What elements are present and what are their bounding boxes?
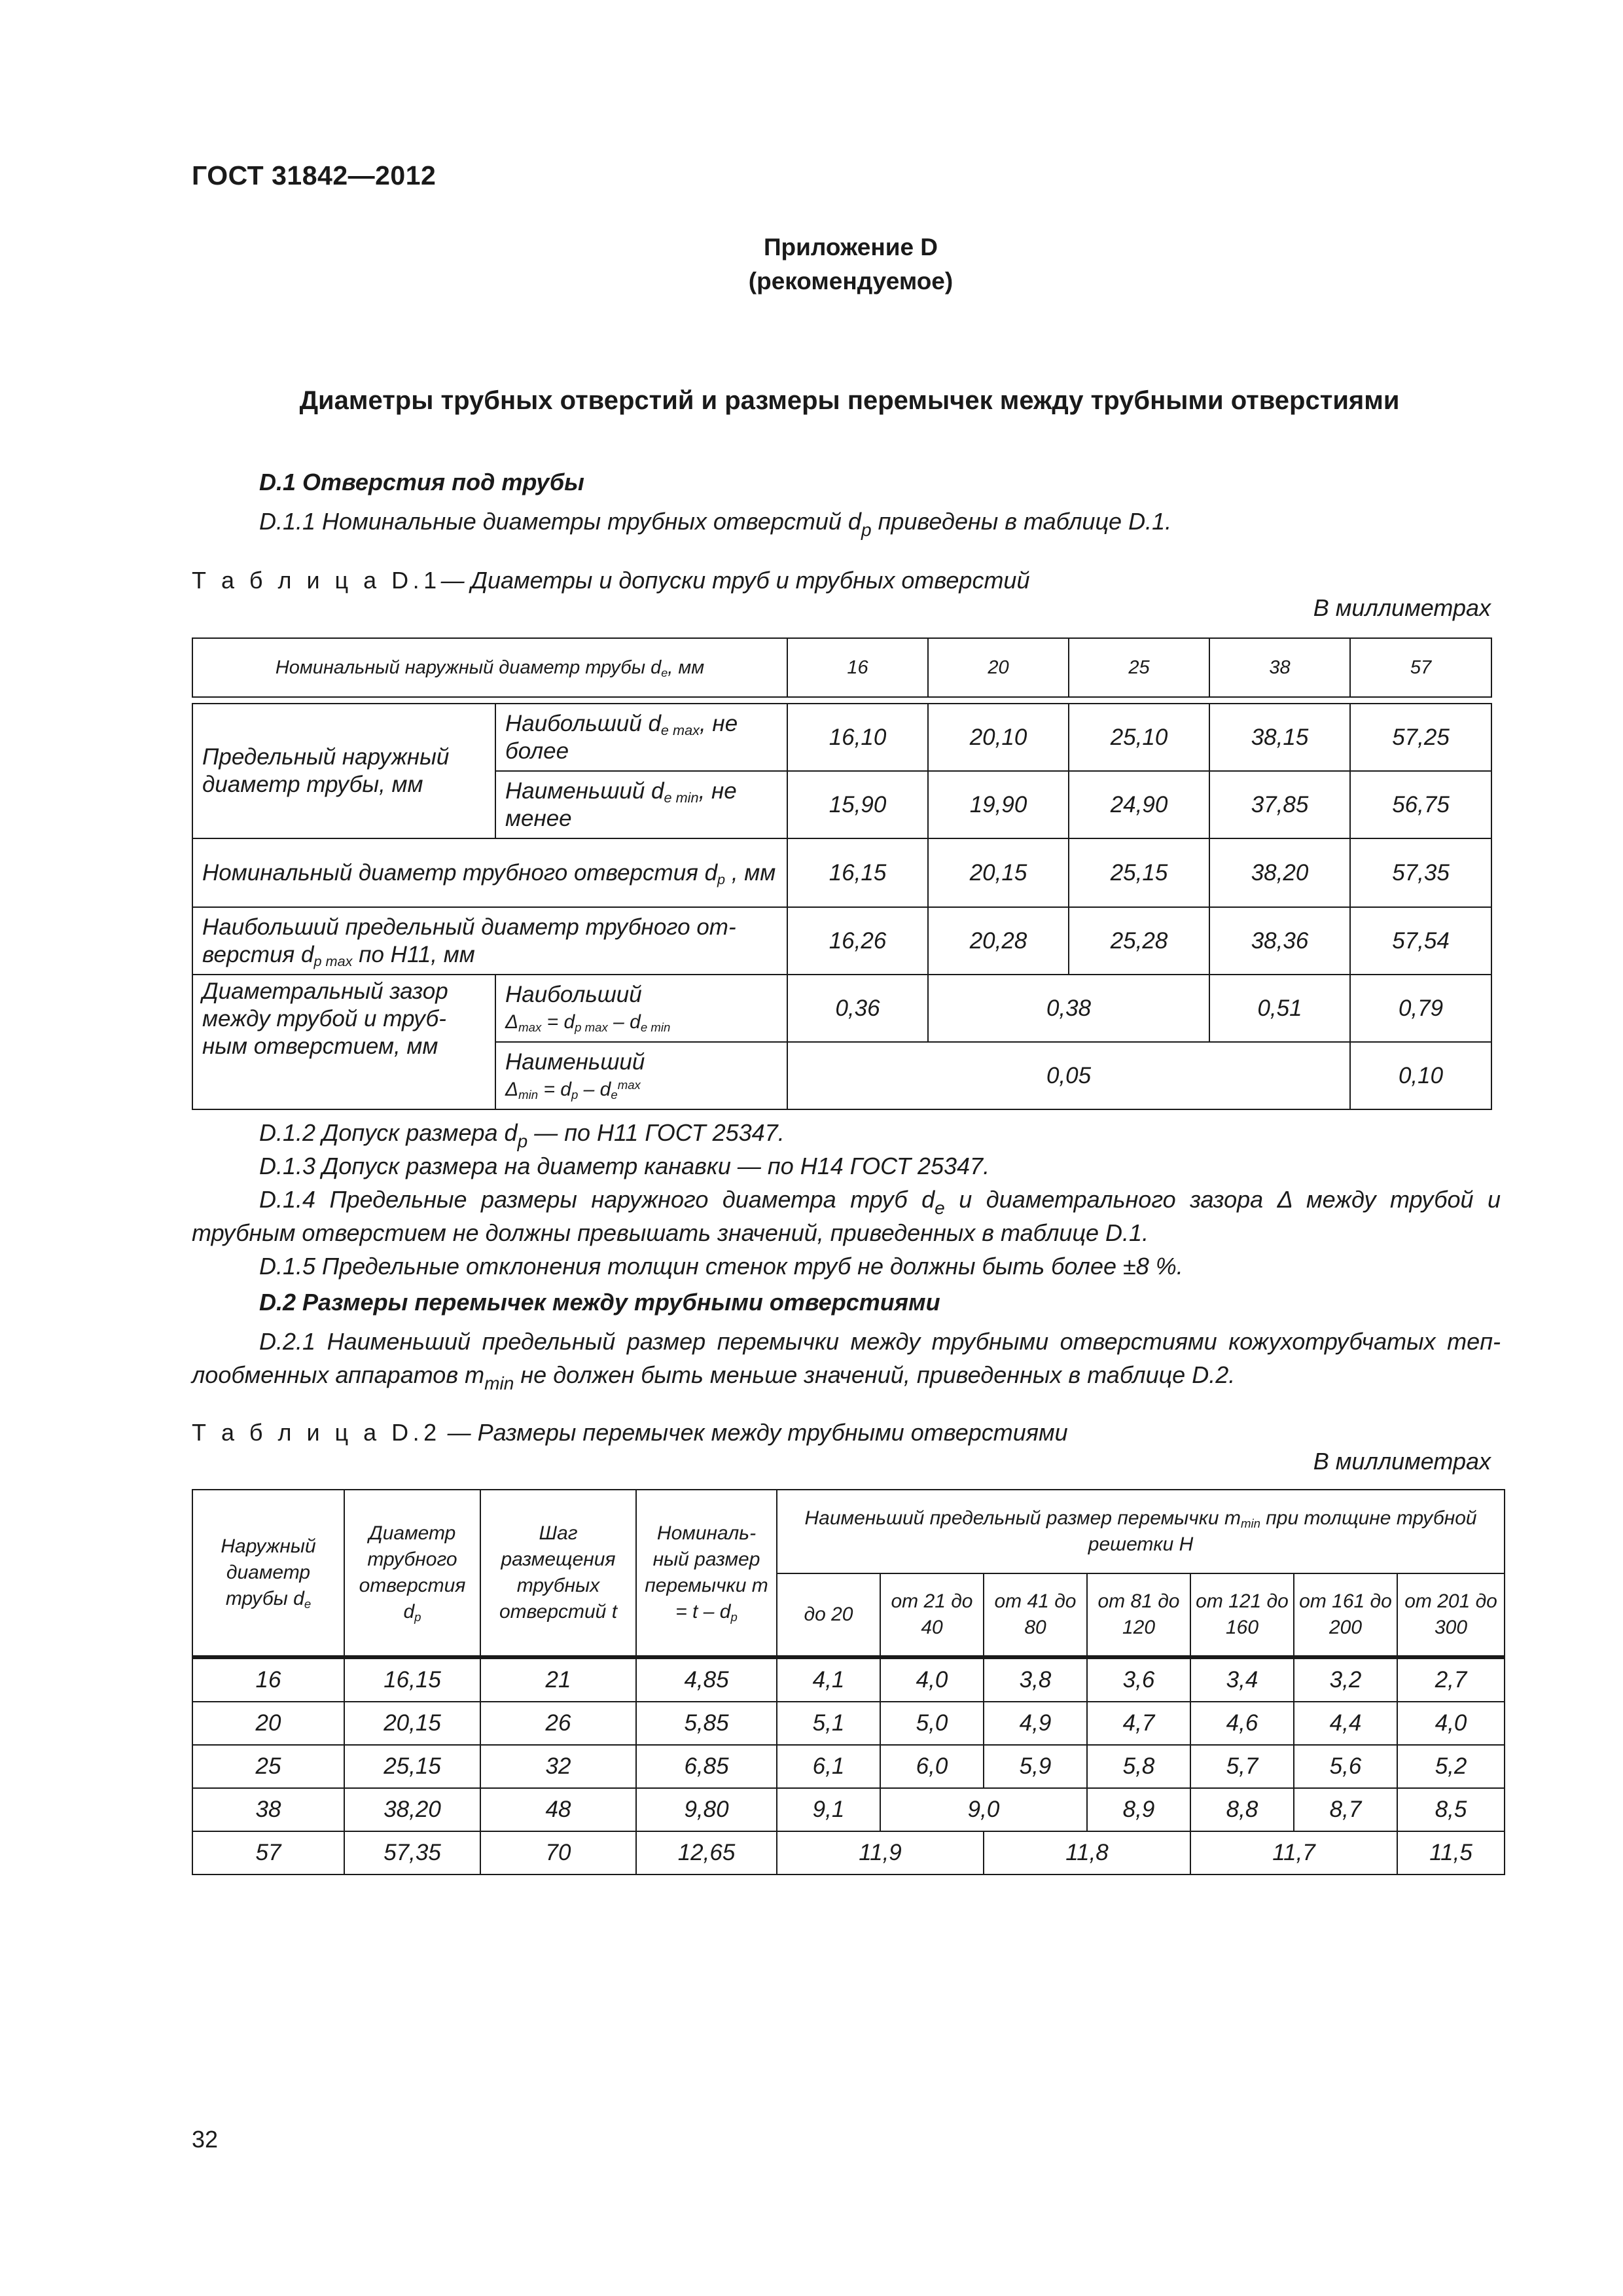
table-cell: 4,4 [1294,1702,1397,1745]
min-bridge-header: Наименьший предельный размер перемычки $m_{min}$ при толщине трубной решетки H [777,1490,1505,1573]
para-d11: D.1.1 Номинальные диаметры трубных отверстий $d_p$ приведены в таблице D.1. [259,508,1172,540]
table-d2-caption: Т а б л и ц а D.2 — Размеры перемычек между трубными отверстиями [192,1419,1068,1446]
table-cell: 38,36 [1209,907,1350,975]
table-cell: 38,20 [344,1788,480,1831]
d1-heading: D.1 Отверстия под трубы [259,469,584,495]
table-cell: 21 [480,1657,636,1702]
max-label: Наибольший $d_{e max}$, не более [495,704,787,771]
para-d114: D.1.4 Предельные размеры наружного диаметра труб $d_e$ и диаметрального зазора Δ между трубой и трубным отверстием не должны превышать значений, приведенных в таблице D.1. [192,1186,1501,1246]
table-cell: 0,79 [1350,975,1491,1042]
table-cell: 57,35 [344,1831,480,1874]
table-cell: 8,7 [1294,1788,1397,1831]
table-cell: 38 [1209,638,1350,697]
thickness-cell: от 161 до 200 [1294,1573,1397,1657]
appendix-note: (рекомендуемое) [748,268,954,295]
table-cell: 8,5 [1397,1788,1505,1831]
table-row [192,907,1491,975]
table-cell: 38 [192,1788,344,1831]
table-cell: 6,1 [777,1745,880,1788]
table-cell: 25,15 [1069,838,1209,907]
table-cell: 4,85 [636,1657,777,1702]
table-cell: 20 [192,1702,344,1745]
hole-max-label: Наибольший предельный диаметр трубного от-верстия $d_{p max}$ по Н11, мм [192,907,787,975]
table-cell: 32 [480,1745,636,1788]
table-row [192,975,1491,1042]
table-cell: 9,0 [880,1788,1087,1831]
table-cell: 25,15 [344,1745,480,1788]
table-cell: 4,7 [1087,1702,1190,1745]
table-cell: 57 [192,1831,344,1874]
table-cell: 16,10 [787,704,928,771]
standard-header: ГОСТ 31842—2012 [192,160,437,190]
table-cell: 16,15 [344,1657,480,1702]
table-cell: 38,15 [1209,704,1350,771]
table-cell: 4,0 [1397,1702,1505,1745]
section-title: Диаметры трубных отверстий и размеры перемычек между трубными отверстиями [299,386,1400,415]
table-cell: 6,85 [636,1745,777,1788]
table-cell: 38,20 [1209,838,1350,907]
outer-diameter-header: Наружный диаметр трубы $d_e$ [192,1490,344,1657]
table-row [192,1745,1505,1788]
table-cell: 3,8 [984,1657,1087,1702]
table-d2 [192,1489,1505,1875]
table-cell: 25 [192,1745,344,1788]
thickness-cell: от 21 до 40 [880,1573,984,1657]
table-cell: 5,8 [1087,1745,1190,1788]
table-cell: 0,36 [787,975,928,1042]
nominal-diameter-label: Номинальный наружный диаметр трубы $d_e$, мм [192,638,787,697]
table-cell: 57,25 [1350,704,1491,771]
table-cell: 8,8 [1190,1788,1294,1831]
para-d113: D.1.3 Допуск размера на диаметр канавки — по Н14 ГОСТ 25347. [259,1153,990,1179]
pitch-header: Шаг размещения трубных отверстий t [480,1490,636,1657]
table-row [192,1657,1505,1702]
table-cell: 5,2 [1397,1745,1505,1788]
gap-min-title: Наименьший [505,1049,645,1075]
table-d2-units: В миллиметрах [1313,1448,1491,1475]
thickness-cell: от 121 до 160 [1190,1573,1294,1657]
table-cell: 57 [1350,638,1491,697]
table-cell: 20,10 [928,704,1069,771]
table-cell: 8,9 [1087,1788,1190,1831]
table-row [192,1702,1505,1745]
table-cell: 4,6 [1190,1702,1294,1745]
table-cell: 16,15 [787,838,928,907]
table-cell: 48 [480,1788,636,1831]
table-cell: 20,28 [928,907,1069,975]
table-cell: 5,6 [1294,1745,1397,1788]
table-d2-header-row [192,1490,1505,1573]
table-cell: 3,2 [1294,1657,1397,1702]
hole-diameter-header: Диаметр трубного отверстия $d_p$ [344,1490,480,1657]
page-number: 32 [192,2126,219,2153]
table-cell: 0,38 [928,975,1209,1042]
table-cell: 20 [928,638,1069,697]
thickness-cell: до 20 [777,1573,880,1657]
table-cell: 11,9 [777,1831,984,1874]
table-cell: 24,90 [1069,771,1209,838]
table-cell: 25 [1069,638,1209,697]
min-label: Наименьший $d_{e min}$, не менее [495,771,787,838]
para-d115: D.1.5 Предельные отклонения толщин стенок труб не должны быть более ±8 %. [259,1253,1183,1280]
table-cell: 11,5 [1397,1831,1505,1874]
nominal-bridge-header: Номиналь-ный размер перемычки $m = t - d_p$ [636,1490,777,1657]
gap-max-formula: $\Delta_{max} = d_{p max} - d_{e min}$ [505,1011,671,1034]
table-d1-header-row [192,638,1491,697]
para-d221: D.2.1 Наименьший предельный размер перемычки между трубными отверстиями кожухотрубчатых теп-лообменных аппаратов $m_{min}$ не должен быть меньше значений, приведенных в таблице D.2. [192,1328,1501,1393]
table-d1 [192,637,1492,1110]
table-cell: 5,0 [880,1702,984,1745]
gap-max-label [495,975,787,1042]
appendix-title [654,230,1047,298]
table-cell: 4,0 [880,1657,984,1702]
thickness-cell: от 81 до 120 [1087,1573,1190,1657]
table-row [192,838,1491,907]
thickness-cell: от 201 до 300 [1397,1573,1505,1657]
table-cell: 4,9 [984,1702,1087,1745]
gap-label: Диаметральный зазор между трубой и труб-ным отверстием, мм [192,975,495,1109]
table-cell: 0,51 [1209,975,1350,1042]
outer-limit-label: Предельный наружный диаметр трубы, мм [192,704,495,838]
table-cell: 57,54 [1350,907,1491,975]
table-cell: 25,10 [1069,704,1209,771]
table-d1-units: В миллиметрах [1313,594,1491,621]
table-cell: 9,1 [777,1788,880,1831]
para-d112: D.1.2 Допуск размера $d_p$ — по Н11 ГОСТ 25347. [259,1119,785,1151]
table-cell: 15,90 [787,771,928,838]
table-cell: 5,1 [777,1702,880,1745]
table-cell: 16 [192,1657,344,1702]
appendix-name: Приложение D [763,234,938,260]
table-cell: 9,80 [636,1788,777,1831]
gap-max-title: Наибольший [505,981,642,1007]
table-cell: 11,7 [1190,1831,1397,1874]
table-cell: 3,4 [1190,1657,1294,1702]
table-row [192,704,1491,771]
table-cell: 37,85 [1209,771,1350,838]
table-cell: 5,7 [1190,1745,1294,1788]
table-cell: 56,75 [1350,771,1491,838]
table-cell: 11,8 [984,1831,1190,1874]
table-cell: 5,9 [984,1745,1087,1788]
table-cell: 20,15 [344,1702,480,1745]
hole-label: Номинальный диаметр трубного отверстия $d_p$ , мм [192,838,787,907]
table-cell: 0,05 [787,1042,1350,1109]
d2-heading: D.2 Размеры перемычек между трубными отверстиями [259,1289,940,1316]
table-cell: 0,10 [1350,1042,1491,1109]
table-cell: 16,26 [787,907,928,975]
table-row [192,1831,1505,1874]
table-cell: 16 [787,638,928,697]
table-cell: 25,28 [1069,907,1209,975]
table-cell: 70 [480,1831,636,1874]
table-d1-caption: Т а б л и ц а D.1— Диаметры и допуски труб и трубных отверстий [192,567,1030,594]
table-cell: 4,1 [777,1657,880,1702]
table-row [192,1788,1505,1831]
table-cell: 19,90 [928,771,1069,838]
table-cell: 3,6 [1087,1657,1190,1702]
gap-min-formula: $\Delta_{min} = d_p - d_e^{max}$ [505,1077,641,1102]
table-cell: 26 [480,1702,636,1745]
thickness-cell: от 41 до 80 [984,1573,1087,1657]
gap-min-label [495,1042,787,1109]
table-cell: 5,85 [636,1702,777,1745]
table-cell: 20,15 [928,838,1069,907]
table-cell: 12,65 [636,1831,777,1874]
table-cell: 6,0 [880,1745,984,1788]
table-cell: 2,7 [1397,1657,1505,1702]
table-cell: 57,35 [1350,838,1491,907]
